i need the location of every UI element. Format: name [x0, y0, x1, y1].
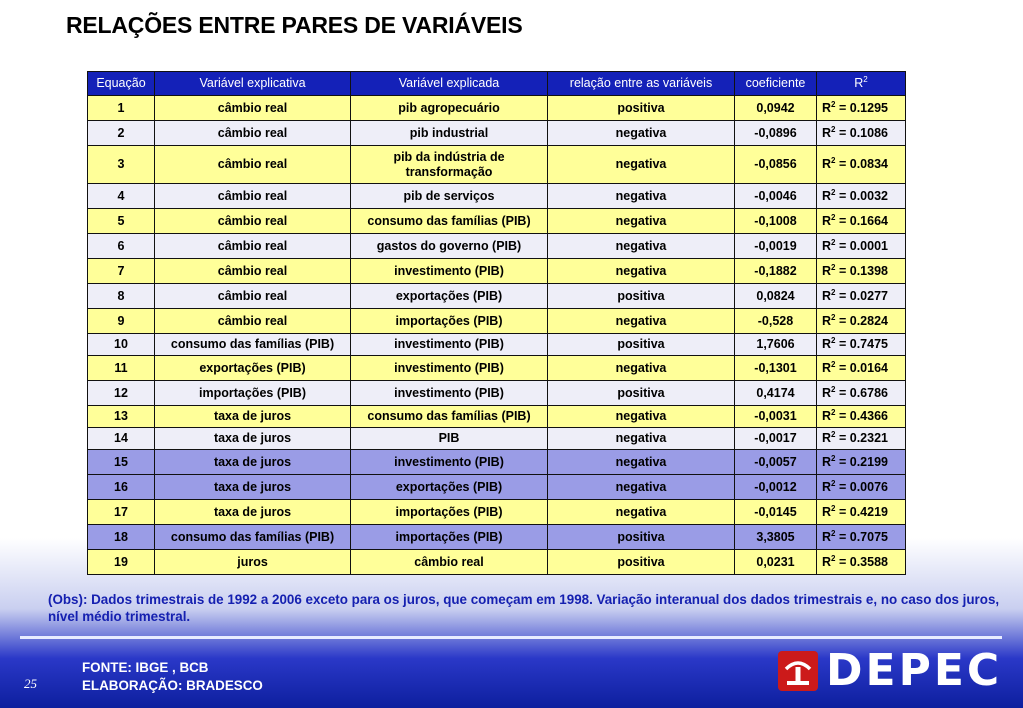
table-header-row — [88, 72, 906, 96]
cell-relacao: positiva — [548, 381, 735, 406]
cell-coeficiente: -0,528 — [735, 309, 817, 334]
cell-r2: $R^2 = 0.2824$ — [817, 309, 906, 334]
cell-equacao: 2 — [88, 121, 155, 146]
header-variavel-explicada: Variável explicada — [351, 72, 548, 96]
divider — [20, 636, 1002, 639]
cell-coeficiente: -0,0896 — [735, 121, 817, 146]
cell-equacao: 11 — [88, 356, 155, 381]
cell-relacao: negativa — [548, 428, 735, 450]
table-row — [88, 406, 906, 428]
cell-relacao: negativa — [548, 121, 735, 146]
cell-coeficiente: -0,0046 — [735, 184, 817, 209]
cell-variavel-explicativa: juros — [155, 550, 351, 575]
source-line: FONTE: IBGE , BCB — [82, 660, 209, 675]
cell-variavel-explicativa: taxa de juros — [155, 475, 351, 500]
header-equacao: Equação — [88, 72, 155, 96]
r2-value: = 0.0076 — [838, 479, 888, 494]
cell-variavel-explicada: gastos do governo (PIB) — [351, 234, 548, 259]
table-row — [88, 259, 906, 284]
cell-equacao: 16 — [88, 475, 155, 500]
r2-value: = 0.2321 — [838, 431, 888, 445]
r2-value: = 0.1295 — [838, 100, 888, 115]
cell-equacao: 8 — [88, 284, 155, 309]
cell-relacao: negativa — [548, 475, 735, 500]
cell-variavel-explicativa: consumo das famílias (PIB) — [155, 525, 351, 550]
cell-variavel-explicativa: câmbio real — [155, 146, 351, 184]
cell-variavel-explicativa: taxa de juros — [155, 500, 351, 525]
cell-variavel-explicada: câmbio real — [351, 550, 548, 575]
table-row — [88, 356, 906, 381]
cell-coeficiente: -0,0012 — [735, 475, 817, 500]
page-number: 25 — [24, 676, 37, 691]
cell-coeficiente: 0,4174 — [735, 381, 817, 406]
r2-value: = 0.3588 — [838, 554, 888, 569]
table-row — [88, 550, 906, 575]
cell-variavel-explicativa: câmbio real — [155, 284, 351, 309]
cell-equacao: 5 — [88, 209, 155, 234]
cell-variavel-explicada: investimento (PIB) — [351, 356, 548, 381]
cell-relacao: negativa — [548, 309, 735, 334]
r2-value: = 0.4219 — [838, 504, 888, 519]
cell-variavel-explicativa: câmbio real — [155, 309, 351, 334]
table-row — [88, 475, 906, 500]
page-title: RELAÇÕES ENTRE PARES DE VARIÁVEIS — [66, 12, 523, 38]
table-row — [88, 96, 906, 121]
cell-variavel-explicada: investimento (PIB) — [351, 259, 548, 284]
table-row — [88, 121, 906, 146]
table-row — [88, 500, 906, 525]
table-row — [88, 209, 906, 234]
cell-variavel-explicada: pib industrial — [351, 121, 548, 146]
cell-equacao: 9 — [88, 309, 155, 334]
r2-value: = 0.4366 — [838, 409, 888, 423]
cell-r2: $R^2 = 0.0076$ — [817, 475, 906, 500]
r2-value: = 0.0277 — [838, 288, 888, 303]
logo-text: DEPEC — [826, 645, 1003, 696]
relations-table — [87, 71, 906, 575]
cell-r2: $R^2 = 0.4366$ — [817, 406, 906, 428]
cell-r2: $R^2 = 0.0834$ — [817, 146, 906, 184]
cell-r2: $R^2 = 0.1398$ — [817, 259, 906, 284]
cell-variavel-explicativa: câmbio real — [155, 234, 351, 259]
table-row — [88, 284, 906, 309]
cell-variavel-explicativa: importações (PIB) — [155, 381, 351, 406]
r2-value: = 0.1086 — [838, 125, 888, 140]
r2-value: = 0.2824 — [838, 313, 888, 328]
cell-variavel-explicativa: taxa de juros — [155, 450, 351, 475]
table-row — [88, 334, 906, 356]
r2-value: = 0.2199 — [838, 454, 888, 469]
cell-coeficiente: -0,1008 — [735, 209, 817, 234]
cell-variavel-explicada: importações (PIB) — [351, 309, 548, 334]
table-row — [88, 146, 906, 184]
cell-coeficiente: -0,0145 — [735, 500, 817, 525]
cell-coeficiente: -0,0856 — [735, 146, 817, 184]
r2-value: = 0.7075 — [838, 529, 888, 544]
cell-variavel-explicativa: taxa de juros — [155, 406, 351, 428]
cell-relacao: negativa — [548, 356, 735, 381]
cell-relacao: positiva — [548, 284, 735, 309]
cell-relacao: positiva — [548, 96, 735, 121]
cell-equacao: 7 — [88, 259, 155, 284]
cell-r2: $R^2 = 0.0001$ — [817, 234, 906, 259]
cell-variavel-explicativa: taxa de juros — [155, 428, 351, 450]
depec-logo — [778, 645, 1003, 696]
cell-variavel-explicada: PIB — [351, 428, 548, 450]
elaboration-line: ELABORAÇÃO: BRADESCO — [82, 678, 263, 693]
r2-value: = 0.0001 — [838, 238, 888, 253]
table-row — [88, 234, 906, 259]
cell-variavel-explicada: consumo das famílias (PIB) — [351, 406, 548, 428]
cell-equacao: 19 — [88, 550, 155, 575]
cell-coeficiente: 0,0942 — [735, 96, 817, 121]
cell-r2: $R^2 = 0.4219$ — [817, 500, 906, 525]
cell-coeficiente: 0,0824 — [735, 284, 817, 309]
cell-coeficiente: 0,0231 — [735, 550, 817, 575]
cell-coeficiente: -0,0017 — [735, 428, 817, 450]
cell-coeficiente: -0,0057 — [735, 450, 817, 475]
cell-relacao: negativa — [548, 146, 735, 184]
cell-r2: $R^2 = 0.7475$ — [817, 334, 906, 356]
cell-variavel-explicada: importações (PIB) — [351, 525, 548, 550]
header-variavel-explicativa: Variável explicativa — [155, 72, 351, 96]
cell-r2: $R^2 = 0.0164$ — [817, 356, 906, 381]
table-row — [88, 525, 906, 550]
cell-r2: $R^2 = 0.1086$ — [817, 121, 906, 146]
cell-r2: $R^2 = 0.2321$ — [817, 428, 906, 450]
cell-coeficiente: 1,7606 — [735, 334, 817, 356]
cell-equacao: 10 — [88, 334, 155, 356]
r2-value: = 0.1398 — [838, 263, 888, 278]
cell-equacao: 13 — [88, 406, 155, 428]
cell-r2: $R^2 = 0.1664$ — [817, 209, 906, 234]
cell-r2: $R^2 = 0.2199$ — [817, 450, 906, 475]
cell-variavel-explicativa: câmbio real — [155, 184, 351, 209]
cell-coeficiente: -0,1882 — [735, 259, 817, 284]
cell-r2: $R^2 = 0.0032$ — [817, 184, 906, 209]
cell-coeficiente: -0,0031 — [735, 406, 817, 428]
header-coeficiente: coeficiente — [735, 72, 817, 96]
cell-variavel-explicativa: câmbio real — [155, 209, 351, 234]
r2-value: = 0.1664 — [838, 213, 888, 228]
cell-variavel-explicada: pib agropecuário — [351, 96, 548, 121]
r2-value: = 0.0032 — [838, 188, 888, 203]
header-relacao: relação entre as variáveis — [548, 72, 735, 96]
cell-relacao: positiva — [548, 525, 735, 550]
cell-r2: $R^2 = 0.0277$ — [817, 284, 906, 309]
cell-relacao: negativa — [548, 184, 735, 209]
cell-variavel-explicativa: consumo das famílias (PIB) — [155, 334, 351, 356]
r2-value: = 0.7475 — [838, 337, 888, 351]
cell-variavel-explicativa: exportações (PIB) — [155, 356, 351, 381]
cell-coeficiente: 3,3805 — [735, 525, 817, 550]
cell-r2: $R^2 = 0.1295$ — [817, 96, 906, 121]
cell-relacao: negativa — [548, 406, 735, 428]
bradesco-tree-icon — [778, 651, 818, 691]
cell-variavel-explicada: exportações (PIB) — [351, 475, 548, 500]
source-credits — [82, 659, 263, 695]
cell-variavel-explicada: investimento (PIB) — [351, 381, 548, 406]
cell-variavel-explicada: exportações (PIB) — [351, 284, 548, 309]
cell-variavel-explicada: pib de serviços — [351, 184, 548, 209]
cell-relacao: negativa — [548, 209, 735, 234]
cell-variavel-explicada: pib da indústria de transformação — [351, 146, 548, 184]
observation-note: (Obs): Dados trimestrais de 1992 a 2006 exceto para os juros, que começam em 1998. Variação interanual dos dados trimestrais e, no caso dos juros, nível médio trimestral. — [48, 592, 1000, 624]
cell-variavel-explicativa: câmbio real — [155, 121, 351, 146]
header-r2: $R^2$ — [817, 72, 906, 96]
cell-equacao: 3 — [88, 146, 155, 184]
cell-equacao: 15 — [88, 450, 155, 475]
cell-variavel-explicada: investimento (PIB) — [351, 450, 548, 475]
cell-coeficiente: -0,1301 — [735, 356, 817, 381]
cell-relacao: negativa — [548, 450, 735, 475]
cell-relacao: positiva — [548, 334, 735, 356]
table-row — [88, 428, 906, 450]
cell-equacao: 17 — [88, 500, 155, 525]
table-row — [88, 450, 906, 475]
table-row — [88, 309, 906, 334]
cell-relacao: negativa — [548, 259, 735, 284]
table-row — [88, 381, 906, 406]
r2-value: = 0.6786 — [838, 385, 888, 400]
cell-variavel-explicada: importações (PIB) — [351, 500, 548, 525]
cell-variavel-explicativa: câmbio real — [155, 259, 351, 284]
cell-equacao: 14 — [88, 428, 155, 450]
cell-variavel-explicativa: câmbio real — [155, 96, 351, 121]
cell-equacao: 6 — [88, 234, 155, 259]
r2-value: = 0.0164 — [838, 360, 888, 375]
cell-equacao: 4 — [88, 184, 155, 209]
cell-relacao: negativa — [548, 234, 735, 259]
cell-relacao: positiva — [548, 550, 735, 575]
cell-r2: $R^2 = 0.6786$ — [817, 381, 906, 406]
table-row — [88, 184, 906, 209]
cell-r2: $R^2 = 0.7075$ — [817, 525, 906, 550]
cell-equacao: 1 — [88, 96, 155, 121]
r2-value: = 0.0834 — [838, 157, 888, 171]
cell-r2: $R^2 = 0.3588$ — [817, 550, 906, 575]
cell-equacao: 18 — [88, 525, 155, 550]
cell-equacao: 12 — [88, 381, 155, 406]
cell-relacao: negativa — [548, 500, 735, 525]
cell-variavel-explicada: consumo das famílias (PIB) — [351, 209, 548, 234]
cell-coeficiente: -0,0019 — [735, 234, 817, 259]
cell-variavel-explicada: investimento (PIB) — [351, 334, 548, 356]
